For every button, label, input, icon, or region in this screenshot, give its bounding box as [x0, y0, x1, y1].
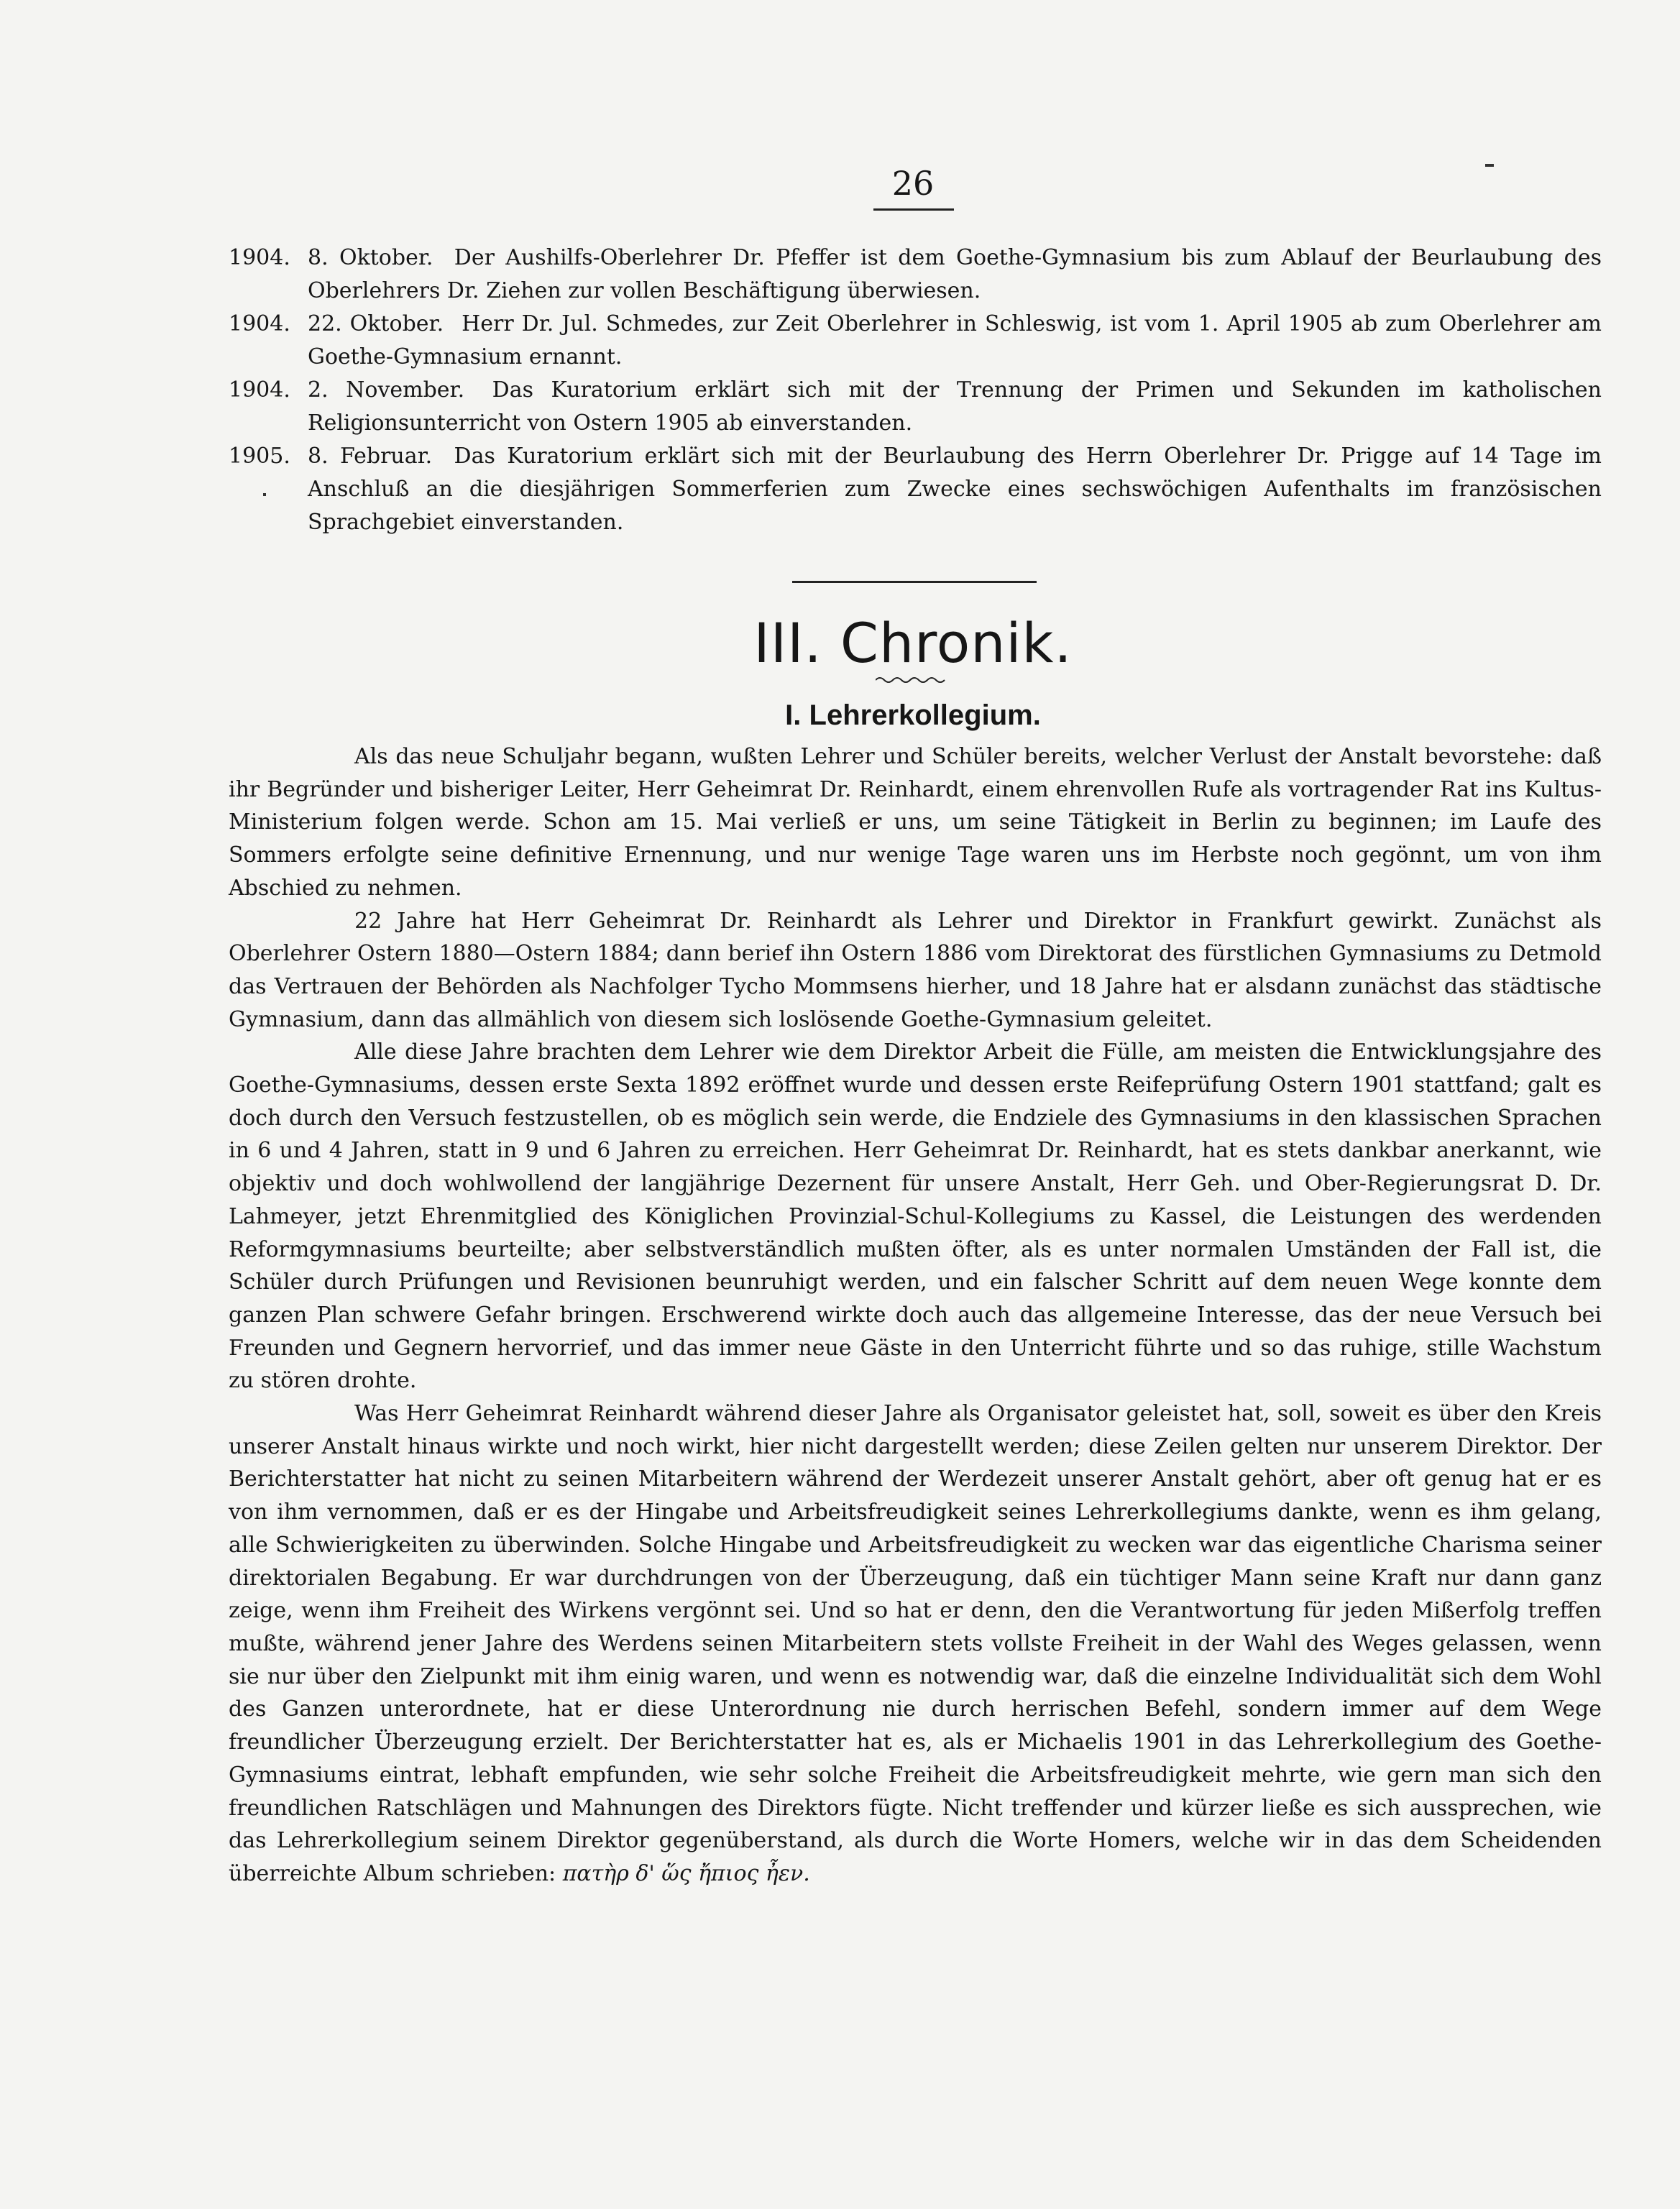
entry-year: 1904.	[229, 245, 290, 270]
entry-year: 1904.	[229, 377, 290, 403]
paragraph: Alle diese Jahre brachten dem Lehrer wie dem Direktor Arbeit die Fülle, am meisten die Entwicklungsjahre des Goethe-Gymnasiums, dessen erste Sexta 1892 eröffnet wurde und dessen erste Reifeprüfung Ostern 1901 stattfand; galt es doch durch den Versuch festzustellen, ob es möglich sein werde, die Endziele des Gymnasiums in den klassischen Sprachen in 6 und 4 Jahren, statt in 9 und 6 Jahren zu erreichen. Herr Geheimrat Dr. Reinhardt, hat es stets dankbar anerkannt, wie objektiv und doch wohlwollend der langjährige Dezernent für unsere Anstalt, Herr Geh. und Ober-Regierungsrat D. Dr. Lahmeyer, jetzt Ehrenmitglied des Königlichen Provinzial-Schul-Kollegiums zu Kassel, die Leistungen des werdenden Reformgymnasiums beurteilte; aber selbstverständlich mußten öfter, als es unter normalen Umständen der Fall ist, die Schüler durch Prüfungen und Revisionen beunruhigt werden, und ein falscher Schritt auf dem neuen Wege konnte dem ganzen Plan schwere Gefahr bringen. Erschwerend wirkte doch auch das allgemeine Interesse, das der neue Versuch bei Freunden und Gegnern hervorrief, und das immer neue Gäste in den Unterricht führte und so das ruhige, stille Wachstum zu stören drohte.	[229, 1039, 1602, 1394]
entry-text: Herr Dr. Jul. Schmedes, zur Zeit Oberlehrer in Schleswig, ist vom 1. April 1905 ab zum Oberlehrer am Goethe-Gymnasium ernannt.	[308, 311, 1602, 369]
scan-speck	[263, 493, 266, 496]
page-number-rule	[873, 208, 954, 211]
entry-text: Der Aushilfs-Oberlehrer Dr. Pfeffer ist dem Goethe-Gymnasium bis zum Ablauf der Beurlaubung des Oberlehrers Dr. Ziehen zur vollen Beschäftigung überwiesen.	[308, 245, 1602, 303]
section-title: I. Lehrerkollegium.	[785, 699, 1041, 731]
entry-year: 1904.	[229, 311, 290, 336]
chapter-title: III. Chronik.	[753, 611, 1073, 675]
ornament-squiggle	[876, 676, 947, 684]
entry-text: Das Kuratorium erklärt sich mit der Beurlaubung des Herrn Oberlehrer Dr. Prigge auf 14 Tage im Anschluß an die diesjährigen Sommerferien zum Zwecke eines sechswöchigen Aufenthalts im französischen Sprachgebiet einverstanden.	[308, 444, 1602, 535]
chronology-entry	[229, 374, 1602, 440]
greek-quote: πατὴρ δ' ὥς ἤπιος ἦεν.	[562, 1860, 810, 1886]
page-number: 26	[891, 164, 935, 203]
chronology-entry	[229, 308, 1602, 374]
section-divider	[792, 581, 1037, 583]
paragraph: Als das neue Schuljahr begann, wußten Lehrer und Schüler bereits, welcher Verlust der Anstalt bevorstehe: daß ihr Begründer und bisheriger Leiter, Herr Geheimrat Dr. Reinhardt, einem ehrenvollen Rufe als vortragender Rat ins Kultus-Ministerium folgen werde. Schon am 15. Mai verließ er uns, um seine Tätigkeit in Berlin zu beginnen; im Laufe des Sommers erfolgte seine definitive Ernennung, und nur wenige Tage waren uns im Herbste noch gegönnt, um von ihm Abschied zu nehmen.	[229, 744, 1602, 901]
entry-date: 22. Oktober.	[308, 311, 444, 336]
entry-date: 8. Februar.	[308, 444, 433, 469]
paragraph	[229, 1397, 1602, 1891]
chronology-entries	[229, 242, 1602, 539]
entry-text: Das Kuratorium erklärt sich mit der Trennung der Primen und Sekunden im katholischen Religionsunterricht von Ostern 1905 ab einverstanden.	[308, 377, 1602, 436]
entry-year: 1905.	[229, 444, 290, 469]
entry-date: 2. November.	[308, 377, 465, 403]
scan-speck	[1485, 164, 1494, 167]
paragraph-text: Was Herr Geheimrat Reinhardt während dieser Jahre als Organisator geleistet hat, soll, soweit es über den Kreis unserer Anstalt hinaus wirkte und noch wirkt, hier nicht dargestellt werden; diese Zeilen gelten nur unserem Direktor. Der Berichterstatter hat nicht zu seinen Mitarbeitern während der Werdezeit unserer Anstalt gehört, aber oft genug hat er es von ihm vernommen, daß er es der Hingabe und Arbeitsfreudigkeit seines Lehrerkollegiums dankte, wenn es ihm gelang, alle Schwierigkeiten zu überwinden. Solche Hingabe und Arbeitsfreudigkeit zu wecken war das eigentliche Charisma seiner direktorialen Begabung. Er war durchdrungen von der Überzeugung, daß ein tüchtiger Mann seine Kraft nur dann ganz zeige, wenn ihm Freiheit des Wirkens vergönnt sei. Und so hat er denn, den die Verantwortung für jeden Mißerfolg treffen mußte, während jener Jahre des Werdens seinen Mitarbeitern stets vollste Freiheit in der Wahl des Weges gelassen, wenn sie nur über den Zielpunkt mit ihm einig waren, und wenn es notwendig war, daß die einzelne Individualität sich dem Wohl des Ganzen unterordnete, hat er diese Unterordnung nie durch herrischen Befehl, sondern immer auf dem Wege freundlicher Überzeugung erzielt. Der Berichterstatter hat es, als er Michaelis 1901 in das Lehrerkollegium des Goethe-Gymnasiums eintrat, lebhaft empfunden, wie sehr solche Freiheit die Arbeitsfreudigkeit mehrte, wie gern man sich den freundlichen Ratschlägen und Mahnungen des Direktors fügte. Nicht treffender und kürzer ließe es sich aussprechen, wie das Lehrerkollegium seinem Direktor gegenüberstand, als durch die Worte Homers, welche wir in das dem Scheidenden überreichte Album schrieben:	[229, 1401, 1602, 1886]
chronology-entry	[229, 440, 1602, 539]
paragraph: 22 Jahre hat Herr Geheimrat Dr. Reinhardt als Lehrer und Direktor in Frankfurt gewirkt. Zunächst als Oberlehrer Ostern 1880—Ostern 1884; dann berief ihn Ostern 1886 vom Direktorat des fürstlichen Gymnasiums zu Detmold das Vertrauen der Behörden als Nachfolger Tycho Mommsens hierher, und 18 Jahre hat er alsdann zunächst das städtische Gymnasium, dann das allmählich von diesem sich loslösende Goethe-Gymnasium geleitet.	[229, 908, 1602, 1032]
body-text	[229, 740, 1602, 1891]
entry-date: 8. Oktober.	[308, 245, 433, 270]
chronology-entry	[229, 242, 1602, 308]
